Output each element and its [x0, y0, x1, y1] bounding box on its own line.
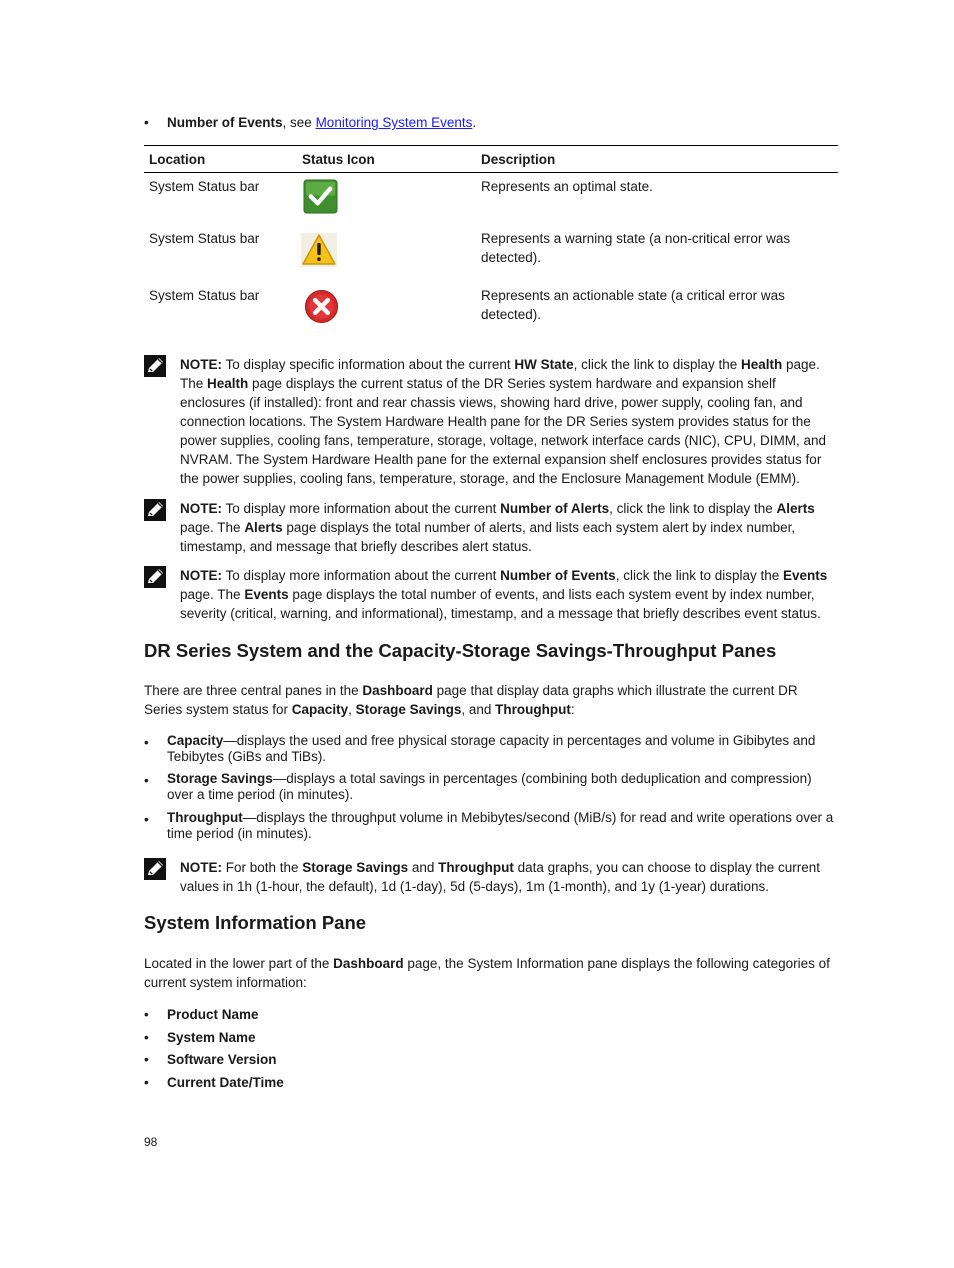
note-pencil-icon	[144, 858, 166, 880]
note-label: NOTE:	[180, 568, 222, 583]
list-item-text: Product Name	[167, 1007, 259, 1022]
note-text: NOTE: To display specific information about the current HW State, click the link to display the Health page. The Health page displays the current status of the DR Series system hardware and expansion shelf enclosures (if installed): front and rear chassis views, showing hard drive, power supply, cooling fan, and connection locations. The System Hardware Health pane for the DR Series system provides status for the power supplies, cooling fans, temperature, storage, voltage, network interface cards (NIC), CPU, DIMM, and NVRAM. The System Hardware Health pane for the external expansion shelf enclosures provides status for the power supplies, cooling fans, temperature, storage, and the Enclosure Management Module (EMM).	[180, 357, 827, 486]
table-header	[144, 145, 838, 173]
list-item-text: Storage Savings—displays a total savings in percentages (combining both deduplication and compression) over a time period (in minutes).	[167, 771, 812, 802]
cell-description: Represents a warning state (a non-critical error was detected).	[481, 231, 791, 265]
column-header-status-icon: Status Icon	[302, 152, 375, 167]
critical-error-icon	[304, 289, 339, 324]
list-item-text: Number of Events, see Monitoring System Events.	[167, 115, 477, 130]
note-text: NOTE: To display more information about the current Number of Alerts, click the link to display the Alerts page. The Alerts page displays the total number of alerts, and lists each system alert by index number, timestamp, and message that briefly describes alert status.	[180, 501, 815, 554]
list-item-text: Software Version	[167, 1052, 277, 1067]
section-intro-paragraph: There are three central panes in the Dashboard page that display data graphs which illustrate the current DR Series system status for Capacity, Storage Savings, and Throughput:	[144, 683, 798, 717]
note-label: NOTE:	[180, 357, 222, 372]
cell-description: Represents an optimal state.	[481, 179, 653, 194]
bullet-marker: •	[144, 773, 149, 788]
list-item-text: Capacity—displays the used and free physical storage capacity in percentages and volume in Gibibytes and Tebibytes (GiBs and TiBs).	[167, 733, 816, 764]
cell-location: System Status bar	[149, 288, 260, 303]
note-text: NOTE: For both the Storage Savings and Throughput data graphs, you can choose to display the current values in 1h (1-hour, the default), 1d (1-day), 5d (5-days), 1m (1-month), and 1y (1-year) durations.	[180, 860, 821, 894]
list-item-text: Current Date/Time	[167, 1075, 284, 1090]
page-number: 98	[144, 1135, 158, 1149]
list-item-text: Throughput—displays the throughput volume in Mebibytes/second (MiB/s) for read and write operations over a time period (in minutes).	[167, 810, 834, 841]
note-pencil-icon	[144, 499, 166, 521]
bullet-marker: •	[144, 735, 149, 750]
bullet-marker: •	[144, 115, 149, 130]
note-pencil-icon	[144, 355, 166, 377]
section-intro-paragraph: Located in the lower part of the Dashboard page, the System Information pane displays the following categories of current system information:	[144, 956, 830, 990]
warning-triangle-icon	[301, 233, 337, 267]
section-heading-capacity-panes: DR Series System and the Capacity-Storage Savings-Throughput Panes	[144, 640, 777, 661]
note-pencil-icon	[144, 566, 166, 588]
column-header-location: Location	[149, 152, 206, 167]
check-ok-icon	[303, 179, 338, 214]
term: Number of Events	[167, 115, 283, 130]
monitoring-system-events-link[interactable]: Monitoring System Events	[315, 115, 473, 130]
bullet-marker: •	[144, 812, 149, 827]
bullet-marker: •	[144, 1052, 149, 1067]
note-label: NOTE:	[180, 860, 222, 875]
column-header-description: Description	[481, 152, 556, 167]
list-item-text: System Name	[167, 1030, 256, 1045]
bullet-marker: •	[144, 1007, 149, 1022]
cell-location: System Status bar	[149, 179, 260, 194]
section-heading-system-information: System Information Pane	[144, 912, 367, 933]
bullet-marker: •	[144, 1075, 149, 1090]
note-text: NOTE: To display more information about the current Number of Events, click the link to display the Events page. The Events page displays the total number of events, and lists each system event by index number, severity (critical, warning, and informational), timestamp, and a message that briefly describes event status.	[180, 568, 828, 621]
cell-location: System Status bar	[149, 231, 260, 246]
bullet-marker: •	[144, 1030, 149, 1045]
cell-description: Represents an actionable state (a critical error was detected).	[481, 288, 785, 322]
note-label: NOTE:	[180, 501, 222, 516]
